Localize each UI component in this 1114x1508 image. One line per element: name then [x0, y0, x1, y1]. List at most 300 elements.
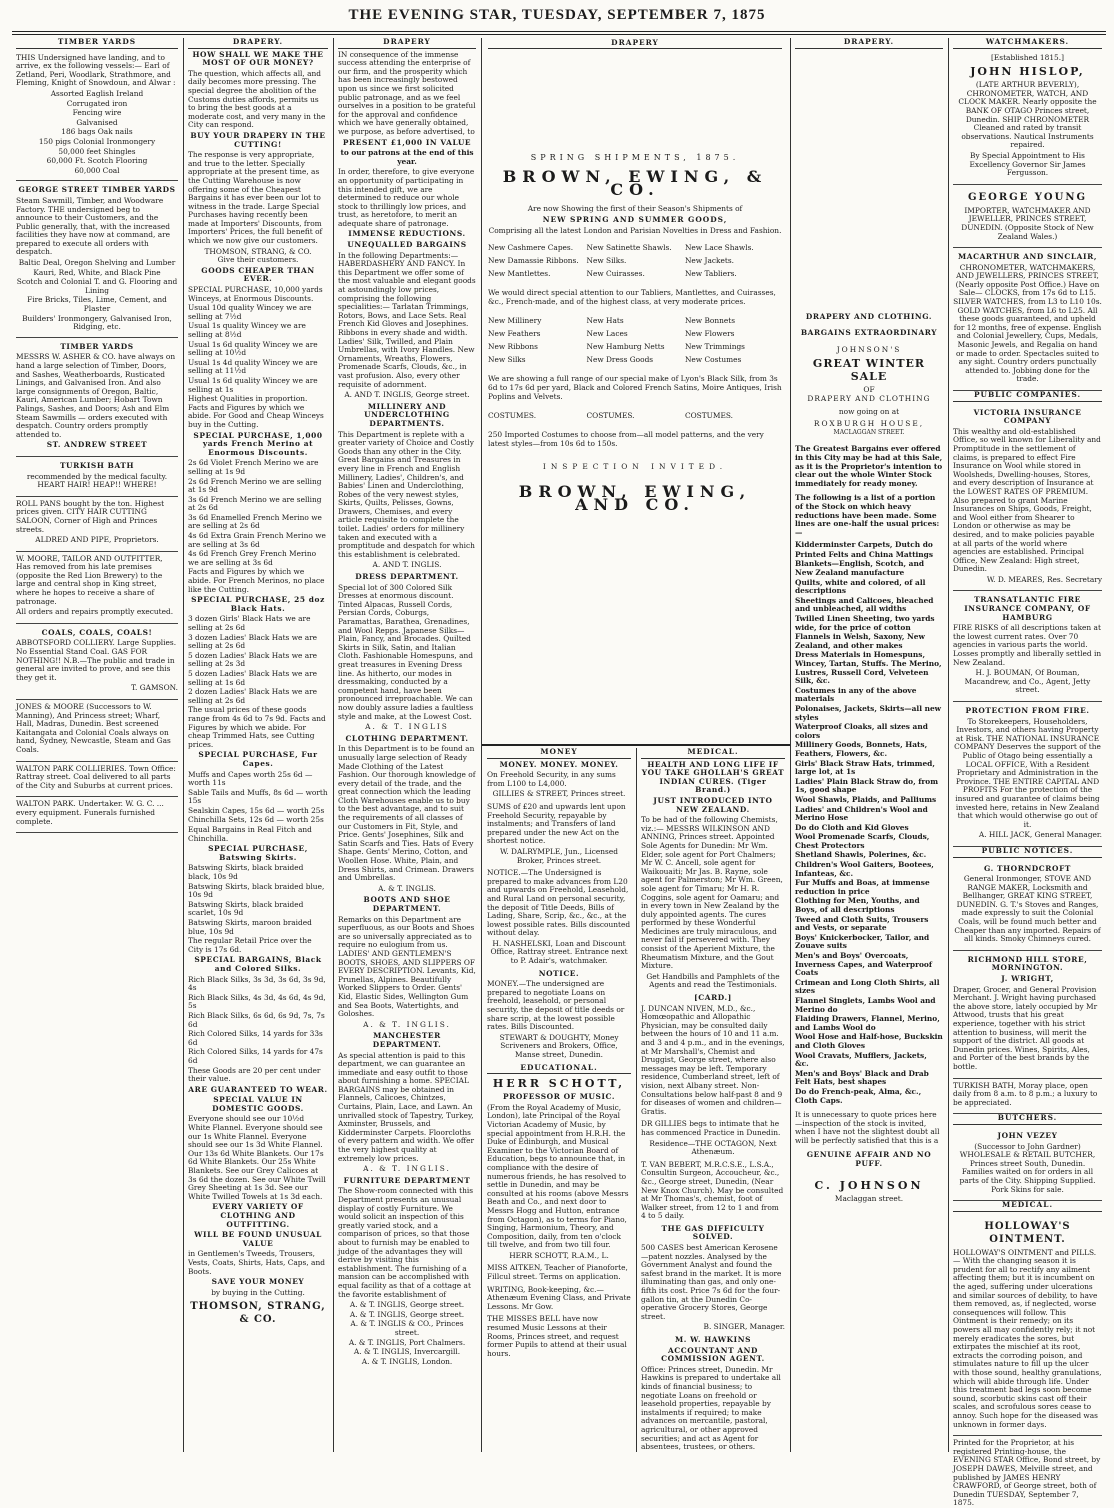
advert-text: SUMS of £20 and upwards lent upon Freehold Security, repayable by instalments; and Transfers of land prepared under the new Act on the shortest notice. — [487, 801, 626, 846]
advert-text: THIS Undersigned have landing, and to arrive, ex the following vessels:— Earl of Zetland, Peri, Woodlark, Strathmore, and Fleming, Knight of Snowdoun, and Alwar : — [16, 52, 176, 88]
advert-text: 250 Imported Costumes to choose from—all model patterns, and the very latest styles—from 10s 6d to 150s. — [488, 430, 764, 448]
advert-text: WALTON PARK. Undertaker. W. G. C. ... every equipment. Funerals furnished complete. — [16, 799, 164, 826]
advert-title: HEALTH AND LONG LIFE IF YOU TAKE GHOLLAH'S GREAT INDIAN CURES. (Tiger Brand.) — [641, 759, 785, 795]
advert-signature: A. & T. INGLIS. — [363, 1164, 451, 1174]
goods-grid — [488, 316, 782, 364]
advert — [16, 497, 178, 552]
advert-text: W. MOORE, TAILOR AND OUTFITTER, Has removed from his late premises (opposite the Red Lion Brewery) to the large and central shop in King street, where he hopes to receive a share of patronage. — [16, 553, 163, 606]
list-item: Flannel Singlets, Lambs Wool and Merino do — [795, 995, 936, 1014]
advert-title: ROXBURGH HOUSE, — [813, 419, 925, 429]
advert — [953, 404, 1102, 592]
list-item: Batswing Skirts, black braided blue, 10s 9d — [188, 881, 325, 900]
grid-item: New Feathers — [488, 329, 541, 338]
advert-text: We would direct special attention to our Tabliers, Mantlettes, and Cuirasses, &c., French-made, and of the highest class, at very moderate prices. — [488, 288, 776, 306]
advert-title: MANCHESTER DEPARTMENT. — [372, 1031, 442, 1049]
section-heading: PUBLIC COMPANIES. — [953, 391, 1102, 402]
masthead-rule — [12, 31, 1106, 32]
list-item: Batswing Skirts, maroon braided blue, 10s 9d — [188, 918, 312, 936]
advert-title: ARE GUARANTEED TO WEAR. — [188, 1084, 328, 1094]
advert-title: UNEQUALLED BARGAINS — [347, 240, 467, 250]
advert-title: MONEY. MONEY. MONEY. — [499, 759, 619, 769]
list-item: SPECIAL PURCHASE, 10,000 yards Winceys, at Enormous Discounts. — [188, 285, 323, 303]
list-item: Boys' Knickerbocker, Tailor, and Zouave suits — [795, 932, 930, 951]
advert-signature: A. & T. INGLIS — [365, 722, 449, 732]
grid-item: COSTUMES. — [684, 411, 734, 420]
advert-text: On Freehold Security, in any sums from L100 to L4,000. — [487, 770, 616, 788]
list-item: Clothing for Men, Youths, and Boys, of all descriptions — [795, 896, 920, 915]
advert-title: DRAPERY AND CLOTHING. — [805, 311, 933, 321]
advert-text: (From the Royal Academy of Music, London), late Principal of the Royal Victorian Academy of Music, by special appointment from H.R.H. the Duke of Edinburgh, and Musical Examiner to the Victorian Board of Education, begs to announce that, in compliance with the desire of numerous friends, he has resolved to settle in Dunedin, and may be consulted at his rooms (above Messrs Beath and Co., and next door to Messrs Hogg and Hutton, entrance from Octagon), as to terms for Piano, Singing, Harmonium, Theory, and Composition, daily, from ten o'clock till twelve, and from two till four. — [487, 1102, 629, 1250]
advert-title: JUST INTRODUCED INTO NEW ZEALAND. — [653, 795, 773, 814]
lower-rule — [482, 744, 790, 746]
advert-title: GOODS CHEAPER THAN EVER. — [201, 265, 315, 284]
advert-signature: B. SINGER, Manager. — [703, 1322, 785, 1332]
list-item: 3s 6d Enamelled French Merino we are selling at 2s 6d — [188, 512, 322, 531]
advert-text: Are now Showing the first of their Season's Shipments of — [527, 204, 743, 213]
grid-row — [488, 256, 782, 265]
advert-text: ROLL PANS bought by the ton. Highest prices given. CITY HAIR CUTTING SALOON, Corner of High and Princes streets. — [16, 498, 165, 534]
list-item: 2 dozen Ladies' Black Hats we are selling at 2s 6d — [188, 687, 318, 705]
grid-item: New Cuirasses. — [586, 269, 645, 278]
list-item: Shetland Shawls, Polerines, &c. — [795, 850, 927, 860]
list-item: Waterproof Cloaks, all sizes and colors — [795, 722, 928, 740]
list-item: Wool Shawls, Plaids, and Palliums — [795, 794, 937, 804]
advert-text: General Ironmonger, STOVE AND RANGE MAKER, Locksmith and Bellhanger, GREAT KING STREET, DUNEDIN. G. T.'s Stoves and Ranges, made expressly to suit the Colonial Coals, will be found much better and Cheaper than any imported. Repairs of all kinds. Smoky Chimneys cured. — [954, 874, 1101, 944]
advert — [16, 51, 178, 182]
list-item: Sealskin Capes, 15s 6d — worth 25s — [188, 805, 325, 815]
advert-text: J. DUNCAN NIVEN, M.D., &c., Homœopathic and Allopathic Physician, may be consulted daily between the hours of 10 and 11 a.m. and 3 and 4 p.m., and in the evenings, at Mr Marshall's, Chemist and Druggist, George street, where also messages may be left. Temporary residence, Cumberland street, left of vision, next Albany street. Non-Consultations below half-past 8 and 9 for diseases of women and children—Gratis. — [641, 1003, 785, 1116]
advert-signature: H. NASHELSKI, Loan and Discount Office, Rattray street. Entrance next to P. Adair's, watchmaker. — [490, 938, 628, 966]
advert-title: SPECIAL PURCHASE, 1,000 yards French Merino at Enormous Discounts. — [193, 430, 323, 457]
section-heading: DRAPERY — [488, 38, 782, 49]
list-item: 3 dozen Girls' Black Hats we are selling at 2s 6d — [188, 614, 311, 632]
section-heading: MONEY — [487, 748, 631, 759]
price-list — [188, 864, 328, 936]
list-item: 2s 6d French Merino we are selling at 1s 9d — [188, 476, 322, 495]
list-item: Fire Bricks, Tiles, Lime, Cement, and Plaster — [27, 295, 167, 314]
branch-list — [338, 1301, 476, 1366]
list-item: 3s 6d French Merino we are selling at 2s 6d — [188, 494, 322, 513]
advert-text: T. VAN BEBERT, M.R.C.S.E., L.S.A., Consultin Surgeon, Accoucheur, &c., &c., George street, Dunedin, (Near New Knox Church). May be consulted at Mr Thomas's, chemist, foot of Walker street, from 12 to 1 and from 4 to 5 daily. — [641, 1159, 784, 1221]
list-item: Polonaises, Jackets, Skirts—all new styles — [795, 703, 942, 722]
advert-text: MACLAGGAN STREET. — [833, 428, 905, 436]
list-item: A. & T. INGLIS, George street. — [349, 1309, 465, 1319]
advert-title: MILLINERY AND UNDERCLOTHING DEPARTMENTS. — [364, 401, 450, 428]
list-item: A. & T. INGLIS, Invercargill. — [353, 1347, 461, 1357]
list-item: Scotch and Colonial T. and G. Flooring and Lining — [16, 277, 178, 295]
advert-title: BARGAINS EXTRAORDINARY — [800, 328, 938, 338]
advert-text: DR GILLIES begs to intimate that he has commenced Practice in Dunedin. — [641, 1119, 781, 1137]
list-item: 60,000 Coal — [74, 165, 120, 175]
advert-text: Office: Princes street, Dunedin. Mr Hawkins is prepared to undertake all kinds of financial business; to negotiate Loans on freehold or leasehold properties, repayable by instalments if required; to make advances on mercantile, pastoral, agricultural, or other approved securities; and act as Agent for absentees, trustees, or others. — [641, 1364, 781, 1452]
advert-text: THE MISSES BELL have now resumed Music Lessons at their Rooms, Princes street, and request former Pupils to attend at their usual hours. — [487, 1314, 627, 1358]
advert-title: SPECIAL PURCHASE, 25 doz Black Hats. — [191, 595, 325, 613]
advert-text: Remarks on this Department are superfluous, as our Boots and Shoes are so universally appreciated as to require no eulogium from us. LADIES' AND GENTLEMEN'S BOOTS, SHOES, AND SLIPPERS OF EVERY DESCRIPTION. Levants, Kid, Prunellas, Alpines. Beautifully Worked Slippers to Order. Gents' Kid, Elastic Sides, Wellington Gum and Sea Boots, Watertights, and Goloshes. — [338, 914, 476, 1019]
advert-text: Equal Bargains in Real Fitch and Chinchilla. — [188, 825, 312, 843]
advert-text: To Storekeepers, Householders, Investors, and others having Property at Risk. THE NATIONAL INSURANCE COMPANY Deserves the support of the Public of Otago being essentially a LOCAL OFFICE, With a Resident Proprietary and Administration in the Province. THE ENTIRE CAPITAL AND PROFITS For the protection of the insured and guarantee of claims being invested here, retains in New Zealand that which would otherwise go out of it. — [954, 716, 1101, 829]
list-item: 2s 6d Violet French Merino we are selling at 1s 9d — [188, 458, 319, 476]
grid-row — [488, 329, 782, 338]
advert-title: ST. ANDREW STREET — [46, 440, 148, 450]
list-item: Ladies' Plain Black Straw do, from 1s, good shape — [795, 776, 939, 795]
advert-text: In order, therefore, to give everyone an opportunity of participating in this intended gift, we are determined to reduce our whole stock to thrillingly low prices, and trust, as heretofore, to merit an adequate share of patronage. — [338, 167, 475, 228]
advert-signature: C. JOHNSON — [814, 1178, 924, 1192]
advert — [953, 248, 1102, 391]
advert-text: DRAPERY AND CLOTHING — [807, 393, 931, 403]
advert-text: MONEY.—The undersigned are prepared to negotiate Loans on freehold, leasehold, or personal security, the deposit of title deeds or share scrip, at the lowest possible rates. Bills Discounted. — [487, 979, 625, 1032]
printer-imprint: Printed for the Proprietor, at his registered Printing-house, the EVENING STAR Office, Bond street, by JOSEPH DAWES, Melville street, and published by JAMES HENRY CRAWFORD, of George street, both of Dunedin TUESDAY, September 7, 1875. — [953, 1438, 1101, 1508]
money-column — [483, 748, 635, 1452]
list-item: Wool Cravats, Mufflers, Jackets, &c. — [795, 1050, 927, 1069]
grid-item: New Millinery — [488, 316, 542, 325]
list-item: Millinery Goods, Bonnets, Hats, Feathers, Flowers, &c. — [795, 740, 928, 758]
advert-title: IMMENSE REDUCTIONS. — [348, 229, 466, 239]
advert-signature: THOMSON, STRANG, & CO. — [190, 1301, 326, 1326]
advert-text: NOTICE.—The Undersigned is prepared to make advances from L20 and upwards on Freehold, Leasehold, and Rural Land on personal security, the deposit of Title Deeds, Bills of Lading, Share, Scrip, &c., &c., at the lowest possible rates. Bills discounted without delay. — [487, 868, 631, 938]
advert-text: In this Department is to be found an unusually large selection of Ready Made Clothing of the Latest Fashion. Our thorough knowledge of every detail of the trade, and the great connection which the leading Cloth Warehouses enable us to buy to the best advantage, and to suit the requirements of all classes of our Customers in Fit, Style, and Price. Gents' Josephines, Silk and Satin Scarfs and Ties. Hats of Every Shape. Gents' Merino, Cotton, and Woollen Hose. White, Plain, and Dress Shirts, and Crimean. Drawers and Umbrellas. — [338, 744, 476, 883]
grid-item: COSTUMES. — [586, 411, 635, 420]
advert-text: WALTON PARK COLLIERIES. Town Office: Rattray street. Coal delivered to all parts of the City and Suburbs at current prices. — [16, 763, 176, 790]
grid-item: New Ribbons — [488, 342, 538, 351]
advert — [16, 762, 178, 798]
list-item: Batswing Skirts, black braided black, 10s 9d — [188, 863, 304, 882]
advert-title: ACCOUNTANT AND COMMISSION AGENT. — [661, 1345, 765, 1364]
list-item: Crimean and Long Cloth Shirts, all sizes — [795, 977, 940, 996]
advert-name: TRANSATLANTIC FIRE INSURANCE COMPANY, OF HAMBURG — [964, 595, 1091, 622]
list-item: A. & T. INGLIS, George street. — [349, 1300, 465, 1310]
stock-list — [795, 541, 943, 1105]
section-heading: DRAPERY. — [795, 38, 943, 49]
advert-text: As special attention is paid to this department, we can guarantee an immediate and easy outfit to those about furnishing a home. SPECIAL BARGAINS may be obtained in Flannels, Calicoes, Chintzes, Curtains, Plain, Lace, and Lawn. An unrivalled stock of Tapestry, Turkey, Axminster, Brussels, and Kidderminster Carpets. Floorcloths of every pattern and width. We offer the very highest quality at extremely low prices. — [338, 1050, 475, 1163]
advert-title: EVERY VARIETY OF CLOTHING AND OUTFITTING. — [212, 1202, 304, 1229]
advert-signature: A. AND T. INGLIS, George street. — [344, 390, 470, 400]
section-heading: MEDICAL. — [641, 748, 785, 759]
advert-signature: A. HILL JACK, General Manager. — [978, 830, 1102, 840]
advert-text: The response is very appropriate, and true to the letter. Specially appropriate at the present time, as the Cutting Warehouse is now offering some of the Cheapest Bargains it has ever been our lot to witness in the trade. Large Special Purchases having recently been made at Importers' Discounts, from Importers' Prices, the full benefit of which we now give our customers. — [188, 150, 323, 246]
medical-column — [637, 748, 789, 1452]
section-heading: DRAPERY — [338, 38, 476, 49]
list-item: Quilts, white and colored, of all descriptions — [795, 577, 926, 596]
advert-title: [CARD.] — [694, 993, 732, 1003]
grid-item: New Dress Goods — [586, 355, 654, 364]
price-list — [188, 459, 328, 567]
advert-name: VICTORIA INSURANCE COMPANY — [973, 407, 1082, 426]
advert — [953, 51, 1102, 185]
advert-title: PROFESSOR OF MUSIC. — [502, 1092, 616, 1102]
advert — [16, 181, 178, 338]
list-item: Costumes in any of the above materials — [795, 685, 917, 704]
list-item: Kauri, Red, White, and Black Pine — [33, 267, 161, 277]
advert-title: GENUINE AFFAIR AND NO PUFF. — [806, 1150, 932, 1169]
column-2 — [184, 38, 332, 1452]
list-item: Rich Colored Silks, 14 yards for 47s 6d — [188, 1047, 323, 1065]
advert-text: Steam Sawmill, Timber, and Woodware Factory. THE undersigned beg to announce to their Customers, and the Public generally, that, with the increased facilities they have now at command, are prepared to execute all orders with despatch. — [16, 195, 171, 257]
list-item: 150 pigs Colonial Ironmongery — [38, 136, 156, 146]
advert-title: COALS, COALS, COALS! — [41, 627, 153, 637]
advert-text: JONES & MOORE (Successors to W. Manning), And Princess street; Wharf, Hall, Madras, Dunedin. Best screened Kaitangata and Colonial Coals always on hand, Sydney, Newcastle, Steam and Gas Coals. — [16, 702, 171, 754]
advert-text: The following is a list of a portion of the Stock on which heavy reductions have been made. Some lines are one-half the usual prices:— — [795, 493, 940, 537]
advert-title: THE GAS DIFFICULTY SOLVED. — [661, 1223, 765, 1242]
price-list — [188, 615, 328, 705]
advert-text: Get Handbills and Pamphlets of the Agents and read the Testimonials. — [646, 971, 780, 990]
list-item: Rich Colored Silks, 14 yards for 33s 6d — [188, 1029, 323, 1047]
advert — [953, 591, 1102, 702]
advert-text: TURKISH BATH, Moray place, open daily from 8 a.m. to 8 p.m.; a luxury to be appreciated. — [953, 1080, 1098, 1107]
firm-name: BROWN, EWING, & CO. — [502, 167, 768, 199]
list-item: Dress Materials in Homespuns, Wincey, Tartan, Stuffs. The Merino, Lustres, Russell Cord, Velveteen Silk, &c. — [795, 650, 942, 686]
grid-item: New Tabliers. — [684, 269, 737, 278]
advert-text: Highest Qualities in proportion. Facts and Figures by which we abide. For Good and Cheap Winceys buy in the Cutting. — [188, 394, 324, 429]
list-item: 5 dozen Ladies' Black Hats we are selling at 2s 3d — [188, 650, 318, 669]
list-item: Rich Black Silks, 4s 3d, 4s 6d, 4s 9d, 5s — [188, 992, 326, 1011]
advert-title: RICHMOND HILL STORE, MORNINGTON. — [967, 954, 1088, 973]
goods-grid — [488, 411, 782, 420]
section-heading: BUTCHERS. — [953, 1114, 1102, 1125]
grid-item: New Costumes — [684, 355, 742, 364]
advert-text: Residence—THE OCTAGON, Next Athenæum. — [649, 1138, 777, 1157]
advert-name: M. W. HAWKINS — [674, 1335, 752, 1344]
section-heading: WATCHMAKERS. — [953, 38, 1102, 49]
list-item: 186 bags Oak nails — [61, 127, 133, 137]
advert-text: In the following Departments:— HABERDASHERY AND FANCY. In this Department we offer some of the most valuable and elegant goods at astoundingly low prices, comprising the following specialities:— Tarlatan Trimmings, Rotors, Bows, and Lace Sets. Real French Kid Gloves and Josephines. Ribbons in every shade and width. Ladies' Silk, Twilled, and Plain Umbrellas, with Ivory Handles. New Ornaments, Wreaths, Flowers, Promenade Scarfs, Clouds, &c., in vast profusion. Also, every other requisite of adornment. — [338, 250, 476, 389]
advert-text: [Established 1815.] — [991, 52, 1064, 62]
advert-text: WRITING, Book-keeping, &c.—Athenæum Evening Class, and Private Lessons. Mr Gow. — [487, 1284, 631, 1311]
advert-text: CHRONOMETER, WATCHMAKERS, AND JEWELLERS, PRINCES STREET, (Nearly opposite Post Office.) Have on Sale— CLOCKS, from 17s 6d to L15. SILVER WATCHES, from L3 to L10 10s. GOLD WATCHES, from L6 to L25. All these goods guaranteed, and upheld for 12 months, free of expense. English and Colonial Jewellery, Cups, Medals, Masonic Jewels, and Regalia on hand or made to order. Spectacles suited to any sight. Country orders punctually attended to. Jobbing done for the trade. — [953, 262, 1102, 384]
advert-text: ABBOTSFORD COLLIERY. Large Supplies. No Essential Stand Coal. GAS FOR NOTHING!! N.B.—The public and trade in general are invited to prove, and see this they get it. — [16, 638, 177, 682]
section-heading: TIMBER YARDS — [16, 38, 178, 49]
grid-item: New Cashmere Capes. — [488, 243, 574, 252]
advert-signature: GILLIES & STREET, Princes street. — [492, 789, 626, 799]
section-heading: PUBLIC NOTICES. — [953, 847, 1102, 858]
list-item: Chinchilla Sets, 12s 6d — worth 25s — [188, 815, 324, 825]
advert — [953, 185, 1102, 248]
list-item: Men's and Boys' Black and Drab Felt Hats, best shapes — [795, 1068, 929, 1087]
advert — [953, 702, 1102, 847]
advert — [953, 951, 1102, 1079]
advert-signature: A. & T. INGLIS. — [378, 883, 436, 893]
list-item: Do do French-peak, Alma, &c., Cloth Caps. — [795, 1086, 922, 1105]
list-item: Men's and Boys' Overcoats, Inverness Capes, and Waterproof Coats — [795, 951, 932, 978]
brown-ewing-advert — [482, 38, 788, 743]
list-item: Corrugated iron — [66, 98, 128, 108]
grid-item: New Flowers — [684, 329, 735, 338]
advert-signature: W. DALRYMPLE, Jun., Licensed Broker, Princes street. — [500, 846, 618, 865]
advert-text: By Special Appointment to His Excellency Governor Sir James Fergusson. — [969, 150, 1086, 178]
grid-item: New Laces — [586, 329, 628, 338]
advert-name: MACARTHUR AND SINCLAIR, — [958, 252, 1097, 262]
list-item: 3 dozen Ladies' Black Hats we are selling at 2s 6d — [188, 632, 318, 651]
advert-title: INSPECTION INVITED. — [542, 462, 728, 471]
list-item: Flaiding Drawers, Flannel, Merino, and Lambs Wool do — [795, 1014, 940, 1032]
advert — [16, 624, 178, 700]
price-list — [188, 771, 328, 826]
advert — [16, 797, 178, 833]
advert-text: To be had of the following Chemists, viz.:— MESSRS WILKINSON AND ANNING, Princes street. Appointed Sole Agents for Dunedin: Mr Wm. Elder, sole agent for Port Chalmers; Mr W. C. Ancell, sole agent for Waikouaiti; Mr Jas. B. Rayne, sole agent for Palmerston; Mr Wm. Green, sole agent for Timaru; Mr H. R. Coggins, sole agent for Oamaru; and in every town in New Zealand by the duly appointed agents. The cures performed by these Wonderful Medicines are truly miraculous, and never fail if persevered with. They consist of the Aperient Mixture, the Rheumatism Mixture, and the Gout Mixture. — [641, 815, 783, 971]
grid-item: New Jackets. — [684, 256, 734, 265]
section-heading: DRAPERY. — [188, 38, 328, 49]
advert-signature: HERR SCHOTT, R.A.M., L. — [509, 1250, 609, 1260]
list-item: Rich Black Silks, 3s 3d, 3s 6d, 3s 9d, 4s — [188, 974, 326, 993]
grid-item: New Hamburg Netts — [586, 342, 665, 351]
section-heading: MEDICAL. — [953, 1201, 1102, 1212]
masthead: THE EVENING STAR, TUESDAY, SEPTEMBER 7, 1875 — [348, 7, 766, 23]
advert-name: PROTECTION FROM FIRE. — [965, 706, 1090, 715]
advert-text: Comprising all the latest London and Parisian Novelties in Dress and Fashion. — [488, 226, 782, 235]
advert-title: GEORGE STREET TIMBER YARDS — [18, 185, 176, 195]
column-3 — [334, 38, 480, 1452]
advert-text: We are showing a full range of our special make of Lyon's Black Silk, from 3s 6d to 17s 6d per yard, Black and Colored French Satins, Moire Antiques, Irish Poplins and Velvets. — [488, 374, 782, 401]
advert-text: (LATE ARTHUR BEVERLY), CHRONOMETER, WATCH, AND CLOCK MAKER. Nearly opposite the BANK OF OTAGO Princes street, Dunedin. SHIP CHRONOMETER Cleaned and rated by transit observations. Nautical Instruments repaired. — [958, 80, 1097, 150]
advert-text: MISS AITKEN, Teacher of Pianoforte, Fillcul street. Terms on application. — [487, 1263, 628, 1282]
list-item: A. & T. INGLIS, London. — [361, 1356, 453, 1366]
list-item: Muffs and Capes worth 25s 6d — worth 11s — [188, 769, 313, 788]
advert-name: JOHN VEZEY — [997, 1130, 1058, 1140]
advert-signature: THOMSON, STRANG, & CO. — [204, 246, 312, 256]
list-item: Sheetings and Calicoes, bleached and unbleached, all widths — [795, 595, 934, 614]
advert-title: FURNITURE DEPARTMENT — [343, 1175, 471, 1185]
advert-text: The regular Retail Price over the City is 17s 6d. — [188, 936, 312, 954]
list-item: Ladies' and Children's Wool and Merino Hose — [795, 804, 928, 823]
advert — [953, 860, 1102, 951]
list-item: Flannels in Welsh, Saxony, New Zealand, and other makes — [795, 632, 925, 650]
list-item: Fur Muffs and Boas, at immense reduction in price — [795, 878, 930, 896]
masthead-rule-2 — [12, 34, 1106, 35]
section-heading: EDUCATIONAL. — [487, 1064, 631, 1075]
advert-title: SPECIAL PURCHASE, Batswing Skirts. — [208, 844, 308, 862]
advert-text: Maclaggan street. — [834, 1193, 904, 1203]
advert-text: MESSRS W. ASHER & CO. have always on hand a large selection of Timber, Doors, and Sashes, Weatherboards, Rusticated Linings, and Galvanised Iron. And also large consignments of Oregon, Baltic, Kauri, American Lumber; Hobart Town Palings, Sashes, and Doors; Ash and Elm Steam Sawmills — orders executed with despatch. Country orders promptly attended to. — [16, 352, 176, 439]
advert-text: in Gentlemen's Tweeds, Trousers, Vests, Coats, Shirts, Hats, Caps, and Boots. — [188, 1249, 325, 1276]
advert-signature: A. & T. INGLIS. — [363, 1019, 451, 1029]
advert-title: WILL BE FOUND UNUSUAL VALUE — [194, 1230, 322, 1248]
grid-item: New Bonnets — [684, 316, 736, 325]
grid-row — [488, 316, 782, 325]
advert-name: HERR SCHOTT, — [492, 1077, 626, 1091]
advert-title: SPECIAL VALUE IN DOMESTIC GOODS. — [212, 1095, 304, 1113]
advert-subtitle: SPRING SHIPMENTS, 1875. — [530, 153, 740, 162]
advert — [16, 552, 178, 624]
advert-title: SAVE YOUR MONEY — [211, 1277, 305, 1287]
list-item: Rich Black Silks, 6s 6d, 6s 9d, 7s, 7s 6d — [188, 1010, 325, 1029]
list-item: Wool Hose and Half-hose, Buckskin and Cloth Gloves — [795, 1032, 943, 1050]
advert-text: Special lot of 300 Colored Silk Dresses at enormous discount. Tinted Alpacas, Russell Cords, Persian Cords, Coburgs, Paramattas, Barathea, Grenadines, and Wool Repps. Japanese Silks—Plain, Fancy, and Brocades. Quilted Skirts in Silk, Satin, and Italian Cloth. Fashionable Homespuns, and great treasures in Evening Dress line. As hitherto, our modes in dressmaking, conducted by a competent hand, have been pronounced irreproachable. We can now doubly assure ladies a faultless style and make, at the Lowest Cost. — [338, 582, 474, 721]
firm-name: BROWN, EWING, AND CO. — [518, 482, 752, 514]
advert-title: HOW SHALL WE MAKE THE MOST OF OUR MONEY? — [192, 49, 324, 68]
advert-text: IN consequence of the immense success attending the enterprise of our firm, and the prosperity which has been increasingly bestowed upon us since we first solicited public patronage, and as we feel ourselves in a position to be grateful for the approval and confidence which we have generally obtained, we purpose, as before advertised, to — [338, 49, 476, 136]
list-item: 4s 6d Extra Grain French Merino we are selling at 3s 6d — [188, 531, 326, 549]
grid-item: New Lace Shawls. — [684, 243, 754, 252]
column-7 — [949, 37, 1106, 1508]
advert-signature: H. J. BOUMAN, Of Bouman, Macandrew, and Co., Agent, Jetty street. — [964, 668, 1091, 695]
column-6 — [791, 38, 947, 1452]
advert-text: now going on at — [838, 406, 900, 416]
grid-item: New Silks — [488, 355, 526, 364]
advert-text: All orders and repairs promptly executed. — [16, 607, 174, 617]
advert-signature: A. AND T. INGLIS. — [372, 560, 442, 570]
list-item: Usual 10d quality Wincey we are selling at 7½d — [188, 303, 312, 321]
grid-item: New Mantlettes. — [488, 269, 551, 278]
grid-item: New Damassie Ribbons. — [488, 256, 579, 265]
advert-title: SPECIAL BARGAINS, Black and Colored Silks. — [194, 955, 322, 973]
advert-title: BOOTS AND SHOE DEPARTMENT. — [363, 895, 451, 913]
list-item: Batswing Skirts, black braided scarlet, 10s 9d — [188, 899, 304, 918]
list-item: Builders' Ironmongery, Galvanised Iron, Ridging, etc. — [22, 313, 172, 332]
grid-item: New Satinette Shawls. — [586, 243, 672, 252]
advert — [16, 457, 178, 497]
advert-title: BUY YOUR DRAPERY IN THE CUTTING! — [190, 130, 326, 149]
grid-item: New Hats — [586, 316, 624, 325]
advert-name: JOHN HISLOP, — [970, 65, 1085, 79]
grid-item: COSTUMES. — [488, 411, 537, 420]
list-item: Baltic Deal, Oregon Shelving and Lumber — [18, 258, 176, 268]
list-item: 50,000 feet Shingles — [58, 146, 136, 156]
advert — [16, 338, 178, 457]
list-item: Galvanised — [76, 117, 118, 127]
advert-title: PRESENT £1,000 IN VALUE — [342, 137, 472, 147]
list-item: 5 dozen Ladies' Black Hats we are selling at 1s 6d — [188, 668, 318, 687]
list-item: Blankets—English, Scotch, and New Zealand manufacture — [795, 559, 925, 578]
advert-text: HOLLOWAY'S OINTMENT and PILLS. — With the changing season it is prudent for all to rectify any ailment affecting them; but it is incumbent on the aged, suffering under ulcerations and similar sources of debility, to have them removed, as, if neglected, worse consequences will follow. This Ointment is their remedy; on its powers all may confidently rely; it not merely eradicates the sores, but extirpates the mischief at its root, extracts the corroding poison, and stimulates nature to fill up the ulcer with those sound, healthy granulations, which will abide through life. Under this treatment bad legs soon become sound, scorbutic skins cast off their scales, and scrofulous sores cease to annoy. Such hope for the diseased was unknown in former days. — [953, 1247, 1102, 1429]
grid-item: New Silks. — [586, 256, 627, 265]
advert-list — [16, 90, 178, 175]
advert-name: JOHNSON'S — [836, 344, 902, 354]
list-item: 60,000 Ft. Scotch Flooring — [46, 156, 148, 166]
advert-text: Facts and Figures by which we abide. For French Merinos, no place like the Cutting. — [188, 567, 325, 594]
advert-text: OF — [863, 385, 875, 395]
list-item: 4s 6d French Grey French Merino we are selling at 3s 6d — [188, 549, 317, 567]
advert-text: This wealthy and old-established Office, so well known for Liberality and Promptitude in the settlement of claims, is prepared to effect Fire Insurance on Wool while stored in Woolsheds, Dwelling-houses, Stores, and every description of Insurance at the LOWEST RATES OF PREMIUM. Also prepared to grant Marine Insurances on Ships, Goods, Freight, and Wool either from Shearer to London or otherwise as may be desired, and to make policies payable at all parts of the world where agencies are established. Principal Office, New Zealand: High street, Dunedin. — [953, 426, 1101, 574]
grid-row — [488, 269, 782, 278]
grid-row — [488, 342, 782, 351]
advert-text: FIRE RISKS of all descriptions taken at the lowest current rates. Over 70 agencies in various parts the world. Losses promptly and liberally settled in New Zealand. — [953, 623, 1102, 667]
advert-title: CLOTHING DEPARTMENT. — [345, 733, 469, 743]
advert-signature: T. GAMSON. — [131, 683, 178, 693]
advert-title-large: GREAT WINTER SALE — [812, 357, 926, 384]
advert-text: 500 CASES best American Kerosene—patent nozzles. Analysed by the Government Analyst and found the safest brand in the market. It is more illuminating than gas, and only one-fifth its cost. Price 7s 6d for the four-gallon tin, at the Dunedin Co-operative Grocery Stores, George street. — [641, 1243, 782, 1321]
list-item: Printed Felts and China Mattings — [795, 549, 933, 559]
advert-title: DRESS DEPARTMENT. — [355, 572, 459, 582]
list-item: Fencing wire — [72, 108, 122, 118]
list-item: Twilled Linen Sheeting, two yards wide, for the price of cotton — [795, 614, 935, 632]
advert — [953, 1127, 1102, 1201]
list-item: Usual 1s quality Wincey we are selling at 8½d — [188, 321, 306, 339]
price-list — [188, 286, 328, 394]
advert-text: The Greatest Bargains ever offered in this City may be had at this Sale, as it is the Proprietor's intention to clear out the whole Winter Stock immediately for ready money. — [795, 444, 943, 488]
advert-text: recommended by the medical faculty. HEART HAIR! HEAP!! WHERE! — [26, 471, 168, 490]
advert-title: NOTICE. — [538, 968, 580, 978]
list-item: Wool Promenade Scarfs, Clouds, Chest Protectors — [795, 832, 930, 850]
list-item: Children's Wool Gaiters, Bootees, Infanteas, &c. — [795, 860, 934, 878]
advert-signature: ALDRED AND PIPE, Proprietors. — [35, 535, 159, 545]
list-item: Kidderminster Carpets, Dutch do — [795, 540, 933, 550]
advert-text: Draper, Grocer, and General Provision Merchant. J. Wright having purchased the above store, lately occupied by Mr Attwood, trusts that his great experience, together with his strict attention to business, will merit the support of the district. All goods at Dunedin prices. Wines, Spirits, Ales, and Porter of the best brands by the bottle. — [953, 984, 1098, 1071]
advert-title: SPECIAL PURCHASE, Fur Capes. — [198, 750, 318, 768]
advert-text: IMPORTER, WATCHMAKER AND JEWELLER, PRINCES STREET, DUNEDIN. (Opposite Stock of New Zealand Wales.) — [961, 205, 1094, 241]
advert-text: The Show-room connected with this Department presents an unusual display of costly Furniture. We would solicit an inspection of this greatly varied stock, and a comparison of prices, so that those about to furnish may be enabled to judge of the advantages they will derive by visiting this establishment. The furnishing of a mansion can be accomplished with equal facility as that of a cottage at the favorite establishment of — [338, 1186, 473, 1299]
list-item: Usual 1s 4d quality Wincey we are selling at 11½d — [188, 357, 318, 376]
advert-name: G. THORNDCROFT — [983, 863, 1072, 873]
list-item: Usual 1s 6d quality Wincey we are selling at 10½d — [188, 339, 318, 358]
advert-signature: STEWART & DOUGHTY, Money Scriveners and Brokers, Office, Manse street, Dunedin. — [499, 1032, 619, 1059]
list-item: Assorted Eaglish Ireland — [50, 88, 144, 98]
advert-text: The question, which affects all, and daily becomes more pressing. The special degree the abolition of the Customs duties affords, permits us to bring the best goods at a moderate cost, and very many in the City can respond. — [188, 68, 326, 130]
advert-text: (Successor to John Gardner) WHOLESALE & RETAIL BUTCHER, Princes street South, Dunedin. Families waited on for orders in all parts of the City. Shipping Supplied. Pork Skins for sale. — [959, 1141, 1096, 1194]
advert-text: Give their customers. — [217, 255, 299, 265]
grid-row — [488, 411, 782, 420]
advert-text: These Goods are 20 per cent under their value. — [188, 1065, 321, 1084]
list-item: A. & T. INGLIS & CO., Princes street. — [350, 1319, 464, 1337]
advert-title: NEW SPRING AND SUMMER GOODS, — [542, 215, 728, 224]
